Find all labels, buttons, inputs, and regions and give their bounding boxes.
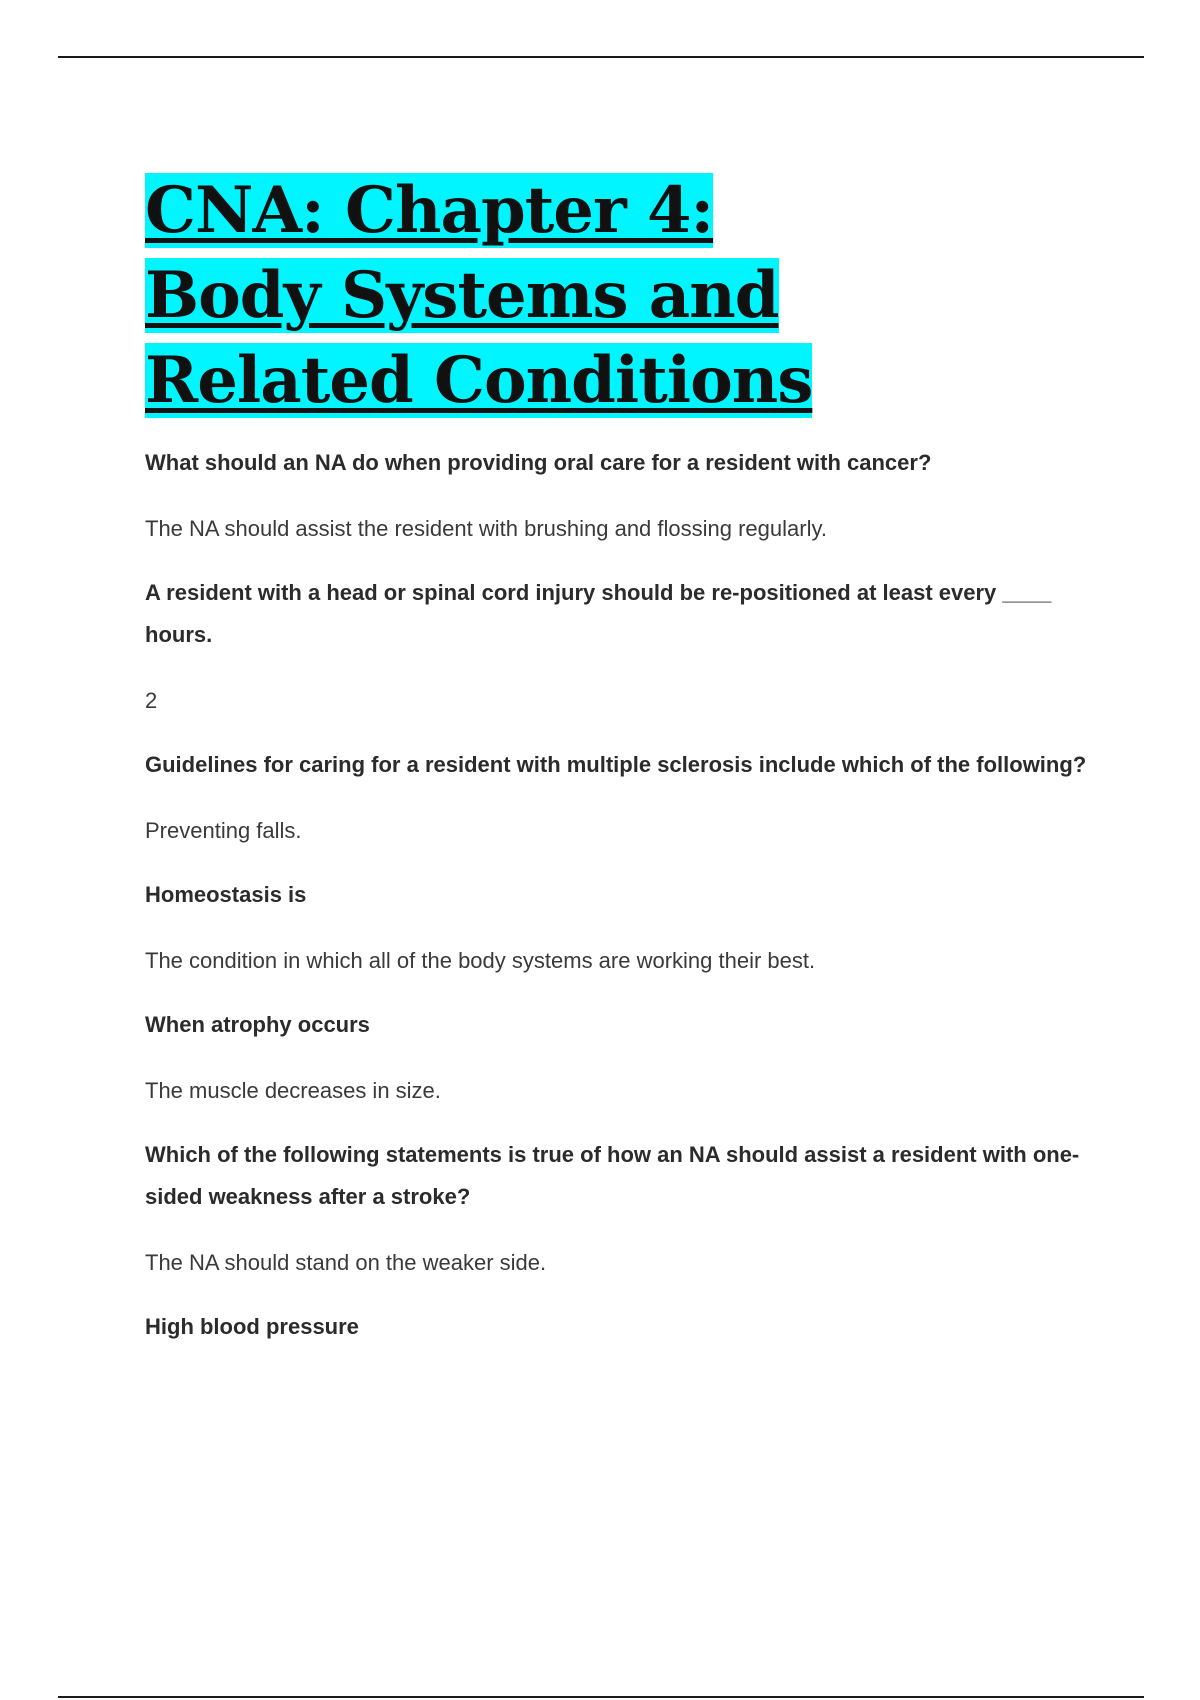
answer-1: The NA should assist the resident with brushing and flossing regularly. xyxy=(145,516,827,541)
question-4: Homeostasis is xyxy=(145,882,307,907)
answer-5: The muscle decreases in size. xyxy=(145,1078,441,1103)
qa-list xyxy=(145,442,1095,1348)
question-1: What should an NA do when providing oral care for a resident with cancer? xyxy=(145,450,932,475)
question-3: Guidelines for caring for a resident with multiple sclerosis include which of the following? xyxy=(145,752,1087,777)
answer-2: 2 xyxy=(145,688,158,713)
question-5: When atrophy occurs xyxy=(145,1012,370,1037)
answer-4: The condition in which all of the body systems are working their best. xyxy=(145,948,816,973)
bottom-rule xyxy=(58,1696,1144,1698)
question-7: High blood pressure xyxy=(145,1314,359,1339)
question-6: Which of the following statements is true of how an NA should assist a resident with one-sided weakness after a stroke? xyxy=(145,1142,1080,1209)
question-2: A resident with a head or spinal cord injury should be re-positioned at least every ____ hours. xyxy=(145,580,1052,647)
top-rule xyxy=(58,56,1144,58)
document-title xyxy=(145,168,905,423)
answer-6: The NA should stand on the weaker side. xyxy=(145,1250,547,1275)
document-title-text: CNA: Chapter 4: Body Systems and Related Conditions xyxy=(145,173,813,418)
answer-3: Preventing falls. xyxy=(145,818,302,843)
